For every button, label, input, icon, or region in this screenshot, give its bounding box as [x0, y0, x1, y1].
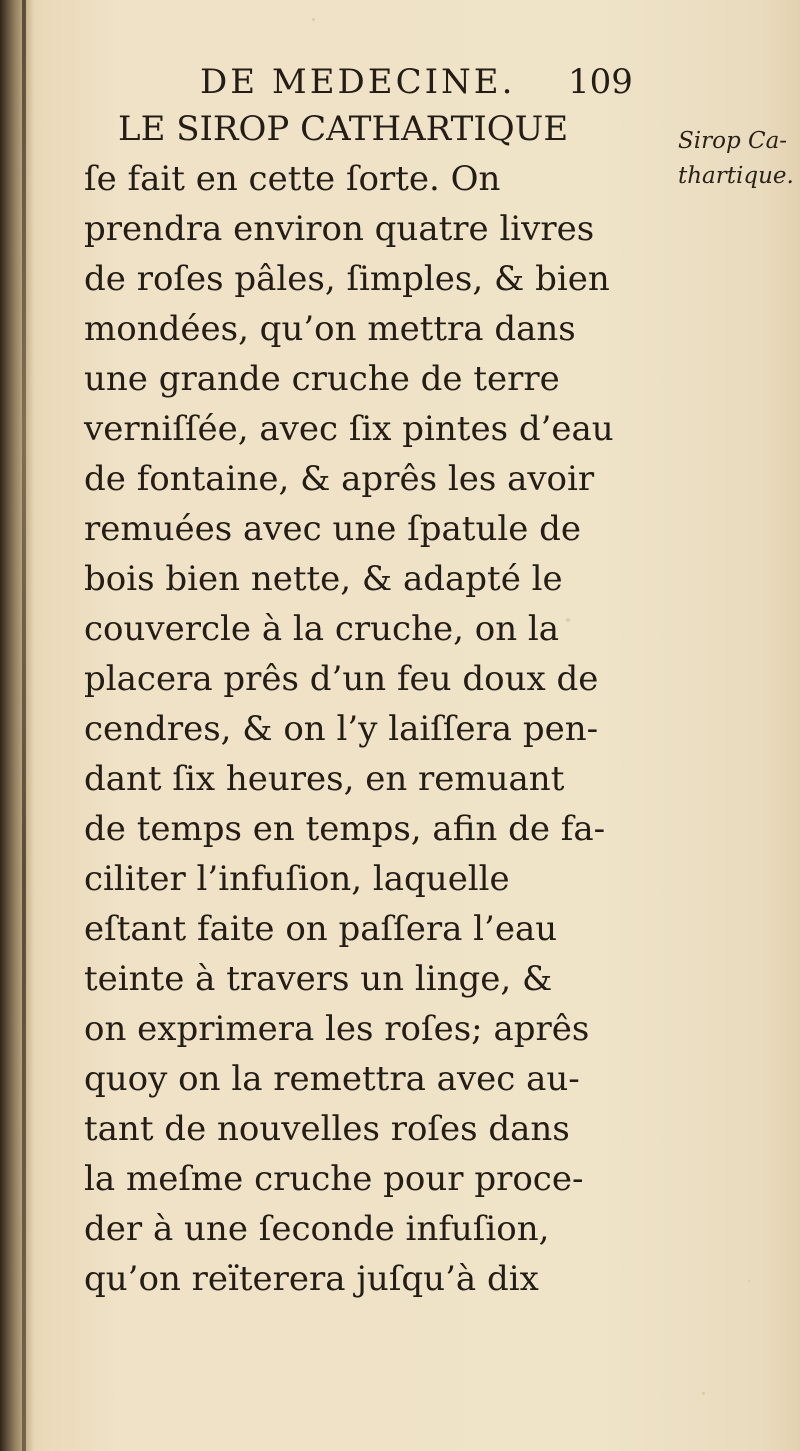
text-line-16: ciliter l’infuſion, laquelle [84, 859, 510, 899]
paper-speck [312, 18, 315, 21]
paper-speck [748, 1280, 750, 1282]
text-line-4: de roſes pâles, ſimples, & bien [84, 259, 610, 299]
paper-speck [702, 1392, 705, 1395]
binding-edge [22, 0, 26, 1451]
text-line-20: quoy on la remettra avec au- [84, 1059, 580, 1099]
text-line-11: couvercle à la cruche, on la [84, 609, 560, 649]
text-line-15: de temps en temps, afin de fa- [84, 809, 606, 849]
text-line-3: prendra environ quatre livres [84, 209, 595, 249]
text-line-22: la meſme cruche pour proce- [84, 1159, 584, 1199]
text-line-19: on exprimera les roſes; aprês [84, 1009, 590, 1049]
text-line-23: der à une ſeconde infuſion, [84, 1209, 550, 1249]
text-line-9: remuées avec une ſpatule de [84, 509, 582, 549]
text-line-17: eſtant faite on paſſera l’eau [84, 909, 558, 949]
binding-gutter [0, 0, 34, 1451]
text-line-8: de fontaine, & aprês les avoir [84, 459, 595, 499]
text-line-6: une grande cruche de terre [84, 359, 560, 399]
page-header [200, 62, 660, 106]
margin-note-line-1: Sirop Ca- [678, 128, 788, 154]
page-number: 109 [568, 62, 633, 102]
text-line-5: mondées, qu’on mettra dans [84, 309, 576, 349]
text-line-14: dant ſix heures, en remuant [84, 759, 565, 799]
running-head: DE MEDECINE. [200, 62, 516, 102]
text-line-18: teinte à travers un linge, & [84, 959, 553, 999]
text-line-10: bois bien nette, & adapté le [84, 559, 563, 599]
text-line-13: cendres, & on l’y laiſſera pen- [84, 709, 599, 749]
paper-speck [566, 618, 570, 622]
margin-note-line-2: thartique. [678, 163, 794, 189]
text-line-21: tant de nouvelles roſes dans [84, 1109, 570, 1149]
text-line-24: qu’on reïterera juſqu’à dix [84, 1259, 539, 1299]
text-line-12: placera prês d’un feu doux de [84, 659, 599, 699]
text-line-2: ſe fait en cette ſorte. On [84, 159, 501, 199]
text-line-7: verniſſée, avec ſix pintes d’eau [84, 409, 614, 449]
text-line-1: LE SIROP CATHARTIQUE [118, 109, 569, 149]
